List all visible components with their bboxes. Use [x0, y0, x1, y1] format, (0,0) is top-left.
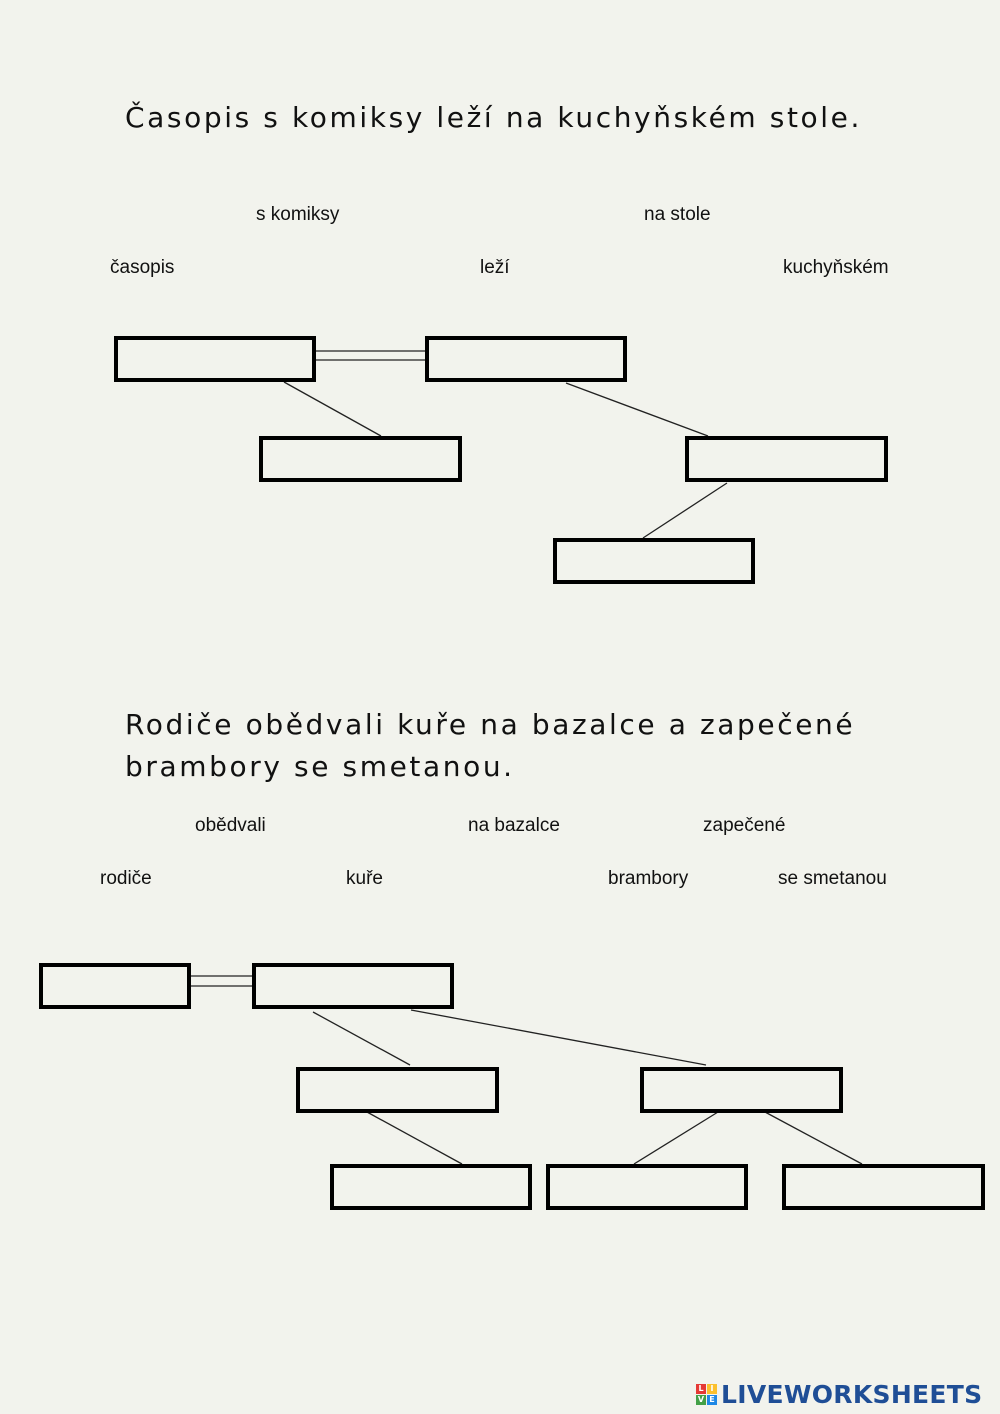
answer-box-2-attribute-1[interactable]: [330, 1164, 532, 1210]
connector-stole-kuchynskem: [643, 483, 727, 538]
answer-box-1-attribute-adverbial[interactable]: [553, 538, 755, 584]
connector-casopis-komiksy: [284, 382, 381, 436]
connector-brambory-zapecene: [634, 1112, 718, 1164]
answer-box-1-adverbial[interactable]: [685, 436, 888, 482]
word-lezi[interactable]: leží: [480, 257, 510, 278]
connector-kure-bazalce: [367, 1112, 462, 1164]
logo-text: LIVEWORKSHEETS: [721, 1379, 983, 1409]
answer-box-2-attribute-2[interactable]: [546, 1164, 748, 1210]
word-na-stole[interactable]: na stole: [644, 204, 711, 225]
word-se-smetanou[interactable]: se smetanou: [778, 868, 887, 889]
word-casopis[interactable]: časopis: [110, 257, 175, 278]
answer-box-2-attribute-3[interactable]: [782, 1164, 985, 1210]
answer-box-1-attribute-subject[interactable]: [259, 436, 462, 482]
answer-box-2-object-2[interactable]: [640, 1067, 843, 1113]
word-rodice[interactable]: rodiče: [100, 868, 152, 889]
answer-box-2-predicate[interactable]: [252, 963, 454, 1009]
logo-badge-l: L: [696, 1384, 706, 1394]
answer-box-1-subject[interactable]: [114, 336, 316, 382]
word-obedvali[interactable]: obědvali: [195, 815, 266, 836]
connector-brambory-smetanou: [765, 1112, 862, 1164]
liveworksheets-logo: [696, 1377, 982, 1411]
word-kure[interactable]: kuře: [346, 868, 383, 889]
connector-lezi-stole: [566, 383, 708, 436]
word-s-komiksy[interactable]: s komiksy: [256, 204, 340, 225]
sentence-1: Časopis s komiksy leží na kuchyňském stole.: [125, 101, 862, 134]
connector-obedvali-brambory: [411, 1010, 706, 1065]
sentence-2-line-1: Rodiče obědvali kuře na bazalce a zapečené: [125, 708, 856, 741]
word-na-bazalce[interactable]: na bazalce: [468, 815, 560, 836]
answer-box-2-object-1[interactable]: [296, 1067, 499, 1113]
word-brambory[interactable]: brambory: [608, 868, 689, 889]
logo-badge-e: E: [707, 1395, 717, 1405]
answer-box-1-predicate[interactable]: [425, 336, 627, 382]
word-zapecene[interactable]: zapečené: [703, 815, 786, 836]
answer-box-2-subject[interactable]: [39, 963, 191, 1009]
word-kuchynskem[interactable]: kuchyňském: [783, 257, 889, 278]
sentence-2-line-2: brambory se smetanou.: [125, 750, 515, 783]
connector-obedvali-kure: [313, 1012, 410, 1065]
logo-badge-v: V: [697, 1394, 705, 1404]
logo-badge-i: I: [707, 1384, 717, 1394]
logo-badge-icon: [696, 1384, 717, 1405]
